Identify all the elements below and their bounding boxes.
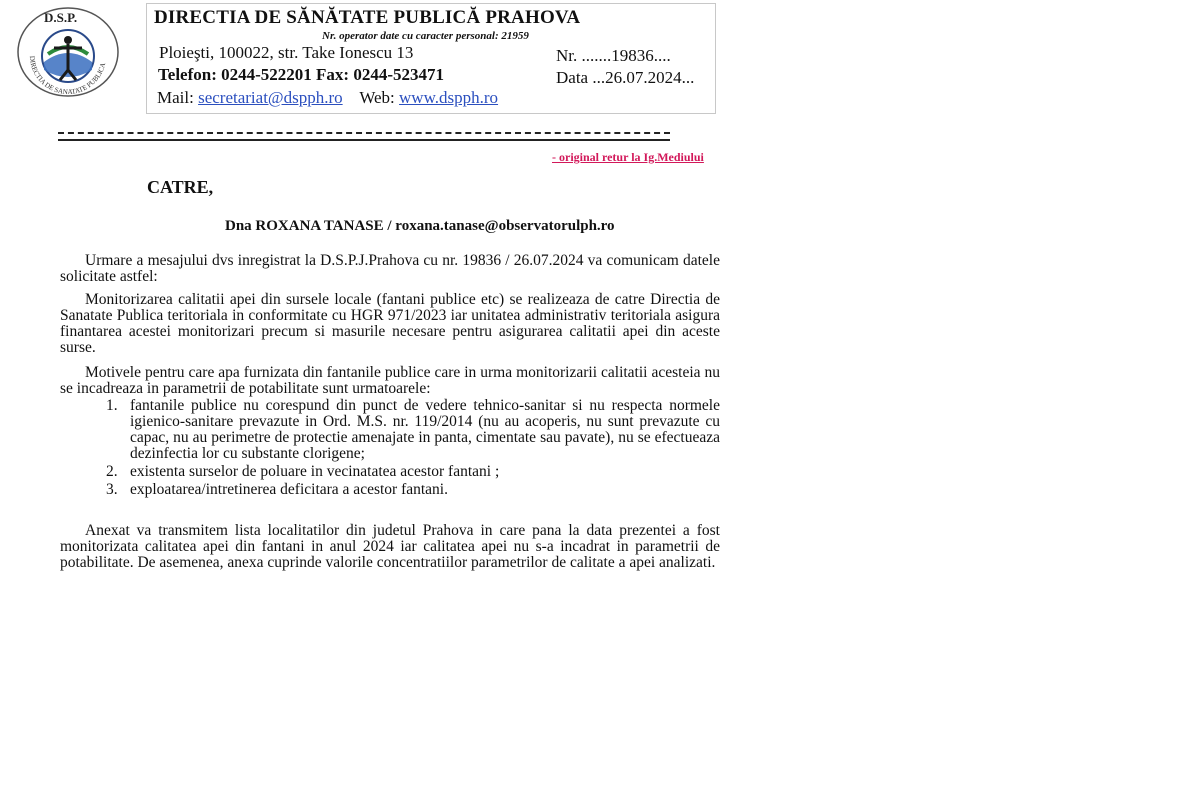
dsp-seal-logo [14, 4, 122, 100]
list-item [100, 464, 720, 480]
svg-text:DIRECTIA DE SANATATE PUBLICA: DIRECTIA DE SANATATE PUBLICA [27, 55, 108, 97]
institution-name: DIRECTIA DE SĂNĂTATE PUBLICĂ PRAHOVA [154, 7, 581, 28]
list-number: 2. [106, 463, 118, 480]
paragraph-3: Motivele pentru care apa furnizata din fantanile publice care in urma monitorizarii calitatii acesteia nu se incadreaza in parametrii de potabilitate sunt urmatoarele: [60, 364, 720, 397]
paragraph-2: Monitorizarea calitatii apei din sursele locale (fantani publice etc) se realizeaza de catre Directia de Sanatate Publica teritoriala in conformitate cu HGR 971/2023 iar unitatea administrativ teritoriala asigura finantarea acestei monitorizari precum si masurile necesare pentru asigurarea calitatii apei din aceste surse. [60, 291, 720, 356]
contact-row [157, 88, 498, 108]
list-text: exploatarea/intretinerea deficitara a acestor fantani. [130, 481, 448, 498]
mail-label: Mail: [157, 88, 194, 107]
paragraph-1: Urmare a mesajului dvs inregistrat la D.S.P.J.Prahova cu nr. 19836 / 26.07.2024 va comunicam datele solicitate astfel: [60, 252, 720, 285]
list-number: 1. [106, 397, 118, 414]
phone-fax: Telefon: 0244-522201 Fax: 0244-523471 [158, 65, 444, 84]
operator-note: Nr. operator date cu caracter personal: 21959 [322, 30, 529, 42]
registration-date: Data ...26.07.2024... [556, 68, 695, 87]
list-text: fantanile publice nu corespund din punct de vedere tehnico-sanitar si nu respecta normele igienico-sanitare prevazute in Ord. M.S. nr. 119/2014 (nu au acoperis, nu sunt prevazute cu capac, nu au perimetre de protectie amenajate in panta, cimentate sau pavate), nu se efectueaza dezinfectia lor cu substante clorigene; [130, 397, 720, 462]
list-text: existenta surselor de poluare in vecinatatea acestor fantani ; [130, 463, 500, 480]
registration-number: Nr. .......19836.... [556, 46, 671, 65]
list-item [100, 398, 720, 462]
solid-divider [58, 139, 670, 141]
dashed-divider [58, 132, 670, 134]
address: Ploieşti, 100022, str. Take Ionescu 13 [159, 43, 414, 62]
reasons-list [100, 398, 720, 500]
catre-heading: CATRE, [147, 177, 214, 197]
list-item [100, 482, 720, 498]
web-link[interactable]: www.dspph.ro [399, 88, 499, 107]
svg-text:D.S.P.: D.S.P. [44, 10, 78, 25]
mail-link[interactable]: secretariat@dspph.ro [198, 88, 343, 107]
paragraph-4: Anexat va transmitem lista localitatilor din judetul Prahova in care pana la data prezentei a fost monitorizata calitatea apei din fantani in anul 2024 iar calitatea apei nu s-a incadrat in parametrii de potabilitate. De asemenea, anexa cuprinde valorile concentratiilor parametrilor de calitate a apei analizati. [60, 522, 720, 571]
list-number: 3. [106, 481, 118, 498]
recipient-name: Dna ROXANA TANASE / roxana.tanase@observatorulph.ro [225, 218, 615, 234]
handwritten-note: - original retur la Ig.Mediului [552, 150, 704, 164]
web-label: Web: [359, 88, 395, 107]
